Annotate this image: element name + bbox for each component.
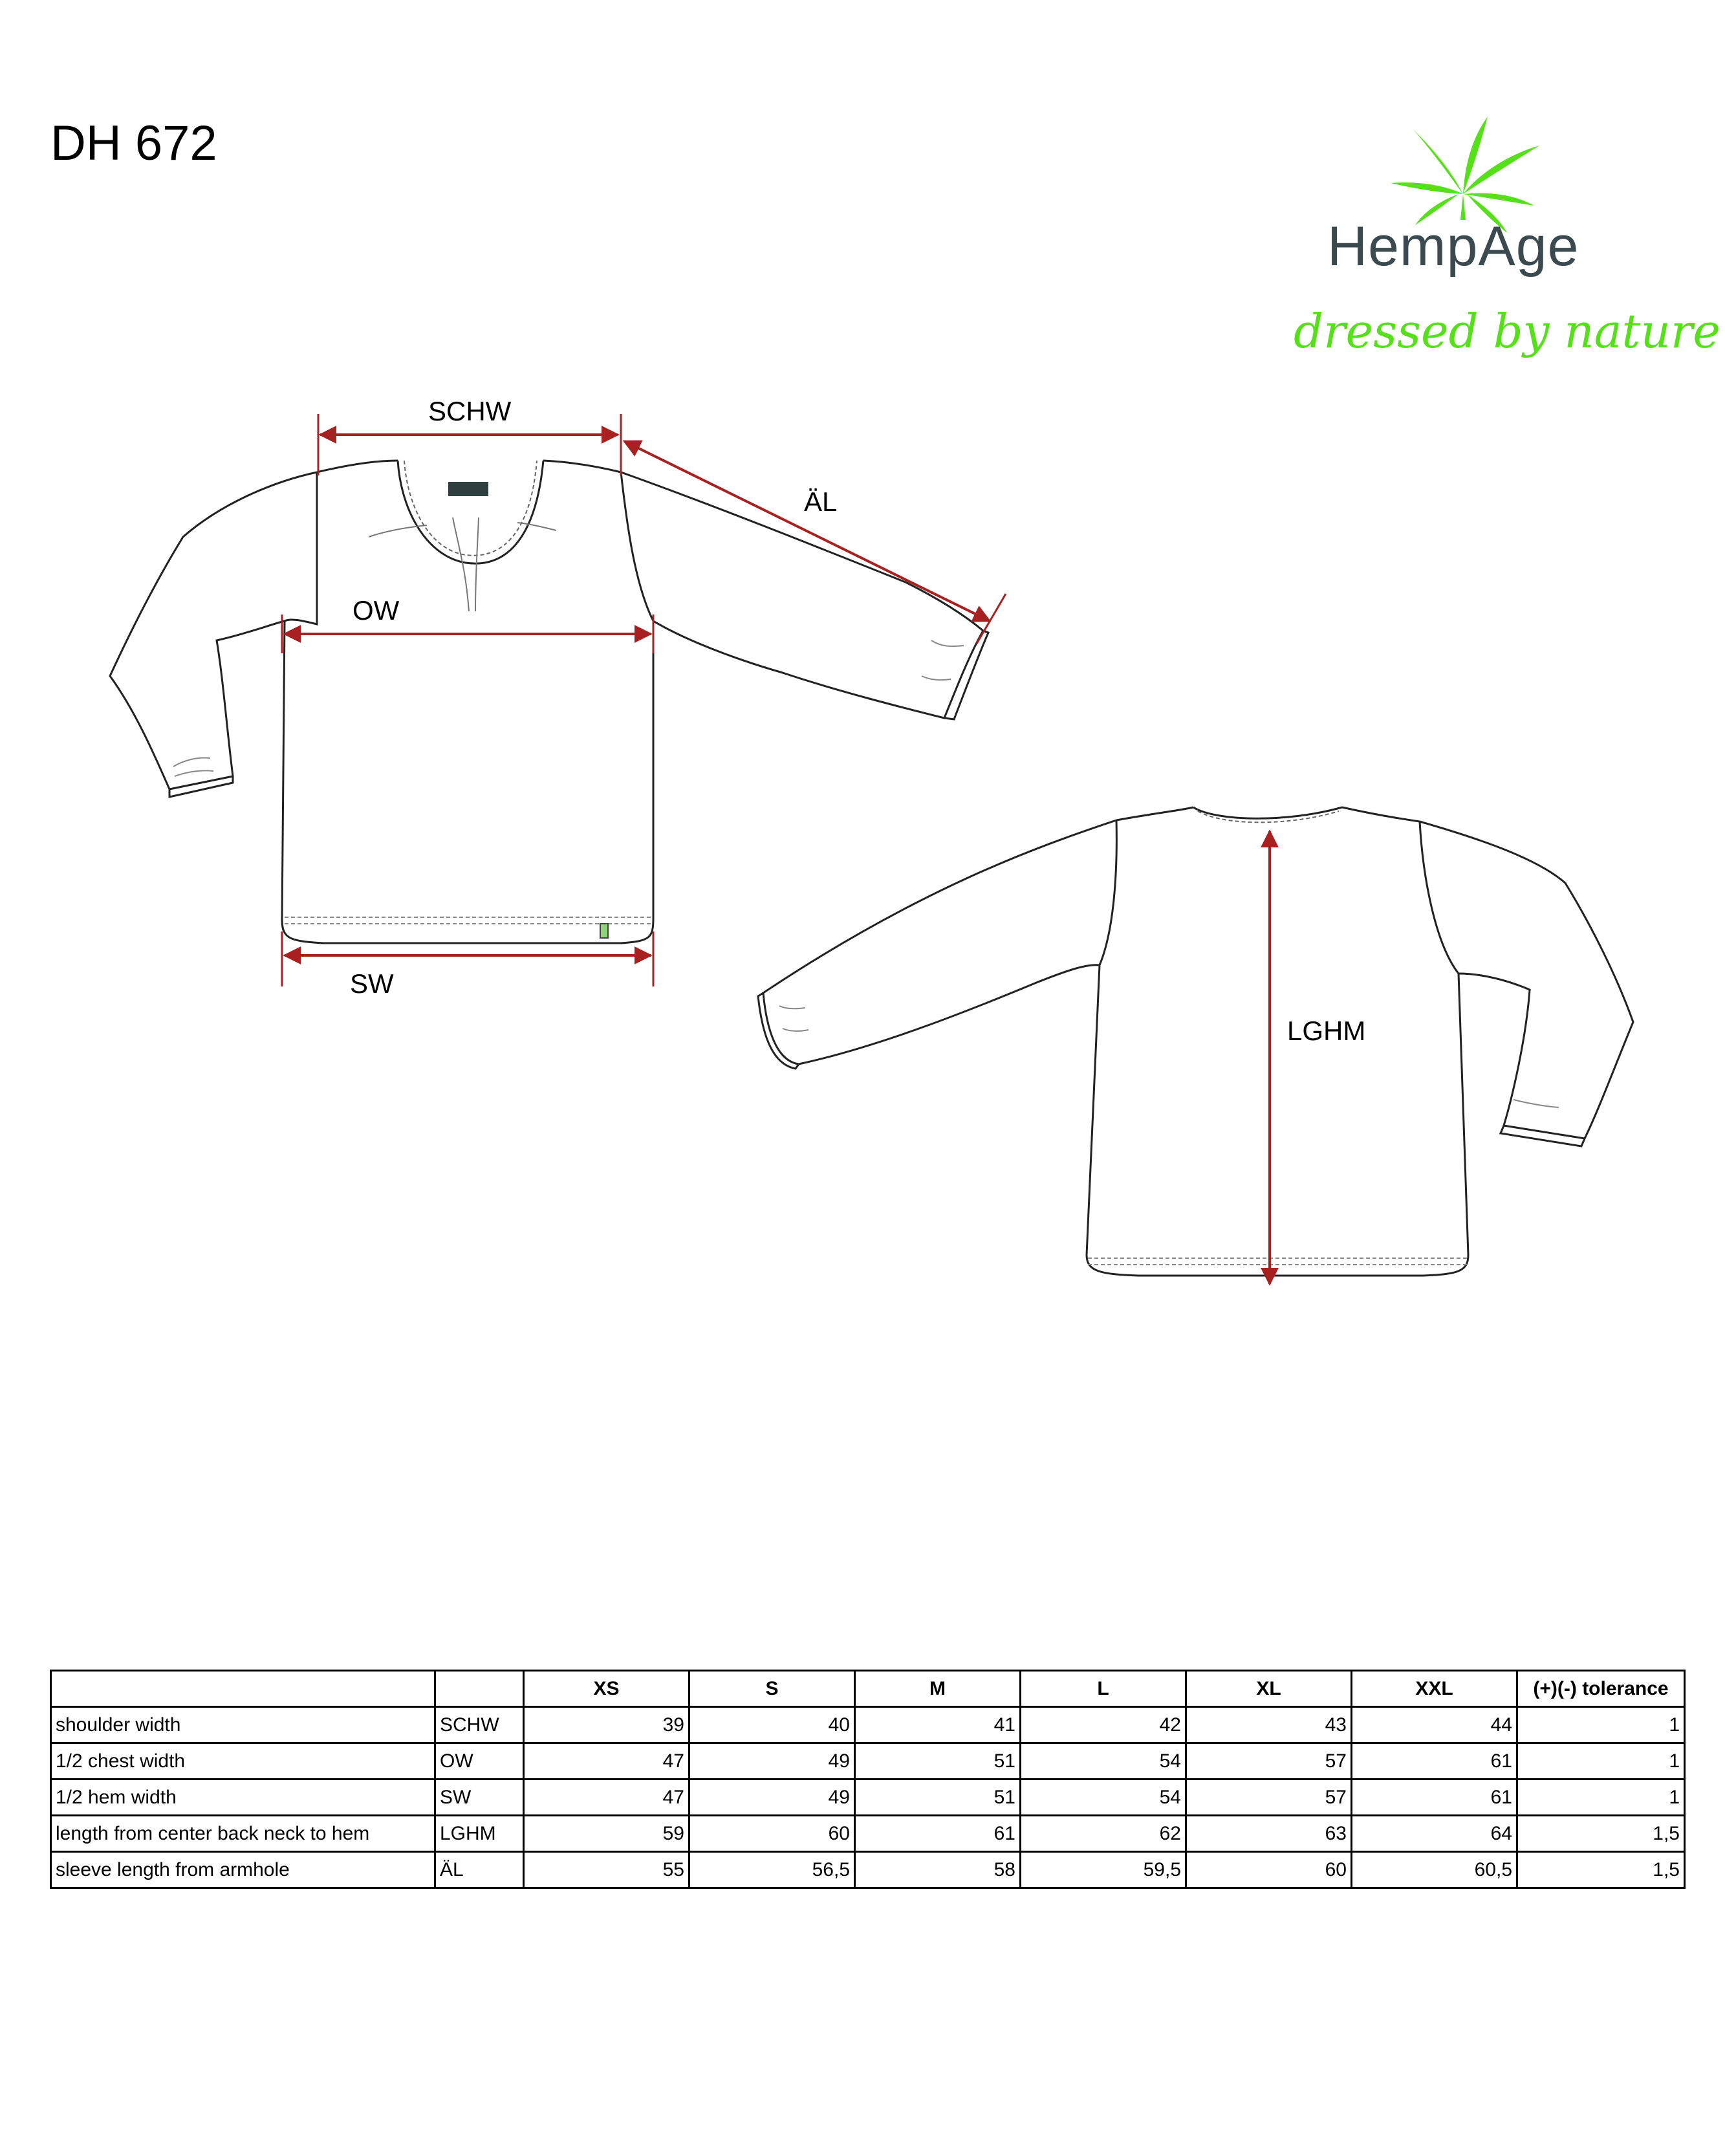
cell-value: 49 xyxy=(689,1743,855,1780)
label-sw: SW xyxy=(350,968,394,999)
cell-value: 57 xyxy=(1186,1743,1352,1780)
header-s: S xyxy=(689,1671,855,1707)
cell-value: 64 xyxy=(1352,1816,1517,1852)
label-ow: OW xyxy=(353,595,400,626)
table-row xyxy=(51,1707,1685,1743)
cell-value: 60 xyxy=(1186,1852,1352,1888)
cell-value: 51 xyxy=(855,1780,1021,1816)
cell-value: 47 xyxy=(524,1780,689,1816)
header-l: L xyxy=(1021,1671,1186,1707)
cell-tolerance: 1 xyxy=(1517,1743,1685,1780)
cell-value: 61 xyxy=(1352,1743,1517,1780)
front-measure-lines xyxy=(282,414,1006,986)
header-xs: XS xyxy=(524,1671,689,1707)
cell-value: 61 xyxy=(855,1816,1021,1852)
brand-tagline: dressed by nature xyxy=(1294,304,1720,358)
row-label: shoulder width xyxy=(51,1707,435,1743)
header-xxl: XXL xyxy=(1352,1671,1517,1707)
neck-label-patch xyxy=(448,482,488,496)
cell-value: 40 xyxy=(689,1707,855,1743)
cell-value: 56,5 xyxy=(689,1852,855,1888)
product-code-title: DH 672 xyxy=(50,116,217,171)
size-table xyxy=(50,1670,1686,1889)
cell-value: 59,5 xyxy=(1021,1852,1186,1888)
cell-tolerance: 1,5 xyxy=(1517,1816,1685,1852)
cell-value: 42 xyxy=(1021,1707,1186,1743)
cell-value: 43 xyxy=(1186,1707,1352,1743)
front-view xyxy=(110,461,988,943)
label-lghm: LGHM xyxy=(1287,1016,1366,1046)
row-label: sleeve length from armhole xyxy=(51,1852,435,1888)
table-row xyxy=(51,1780,1685,1816)
cell-value: 55 xyxy=(524,1852,689,1888)
cell-tolerance: 1,5 xyxy=(1517,1852,1685,1888)
table-header-row xyxy=(51,1671,1685,1707)
cell-value: 62 xyxy=(1021,1816,1186,1852)
cell-value: 49 xyxy=(689,1780,855,1816)
cell-tolerance: 1 xyxy=(1517,1707,1685,1743)
cell-tolerance: 1 xyxy=(1517,1780,1685,1816)
table-row xyxy=(51,1816,1685,1852)
cell-value: 39 xyxy=(524,1707,689,1743)
row-code: OW xyxy=(435,1743,524,1780)
header-xl: XL xyxy=(1186,1671,1352,1707)
table-row xyxy=(51,1852,1685,1888)
row-code: ÄL xyxy=(435,1852,524,1888)
cell-value: 60,5 xyxy=(1352,1852,1517,1888)
cell-value: 54 xyxy=(1021,1743,1186,1780)
row-label: 1/2 hem width xyxy=(51,1780,435,1816)
cell-value: 63 xyxy=(1186,1816,1352,1852)
row-code: SCHW xyxy=(435,1707,524,1743)
cell-value: 41 xyxy=(855,1707,1021,1743)
cell-value: 51 xyxy=(855,1743,1021,1780)
cell-value: 44 xyxy=(1352,1707,1517,1743)
header-tolerance: (+)(-) tolerance xyxy=(1517,1671,1685,1707)
header-m: M xyxy=(855,1671,1021,1707)
back-view xyxy=(758,807,1633,1276)
header-label xyxy=(51,1671,435,1707)
label-al: ÄL xyxy=(804,486,838,517)
cell-value: 57 xyxy=(1186,1780,1352,1816)
brand-name: HempAge xyxy=(1327,215,1579,278)
row-label: 1/2 chest width xyxy=(51,1743,435,1780)
header-code xyxy=(435,1671,524,1707)
cell-value: 54 xyxy=(1021,1780,1186,1816)
cell-value: 58 xyxy=(855,1852,1021,1888)
cell-value: 59 xyxy=(524,1816,689,1852)
cell-value: 47 xyxy=(524,1743,689,1780)
cell-value: 60 xyxy=(689,1816,855,1852)
row-label: length from center back neck to hem xyxy=(51,1816,435,1852)
hem-tag xyxy=(600,924,608,938)
label-schw: SCHW xyxy=(428,396,512,426)
cell-value: 61 xyxy=(1352,1780,1517,1816)
row-code: LGHM xyxy=(435,1816,524,1852)
row-code: SW xyxy=(435,1780,524,1816)
table-row xyxy=(51,1743,1685,1780)
